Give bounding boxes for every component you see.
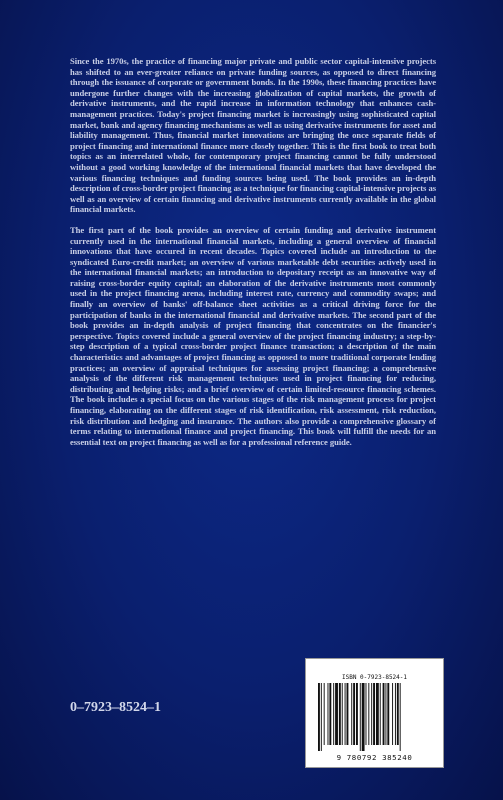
blurb-paragraph-2: The first part of the book provides an overview of certain funding and derivative instrument currently used in the international financial markets, including a general overview of financial innovations that have occured in recent decades. Topics covered include an introduction to the syndicated Euro-credit market; an overview of various marketable debt securities actively used in the international financial markets; an introduction to depositary receipt as an innovative way of raising cross-border equity capital; an elaboration of the derivative instruments most commonly used in the project financing arena, including interest rate, currency and commodity swaps; and finally an overview of banks' off-balance sheet activities as a critical driving force for the participation of banks in the international financial and derivative markets. The second part of the book provides an in-depth analysis of project financing that concentrates on the financier's perspective. Topics covered include a general overview of the project financing industry; a step-by-step description of a typical cross-border project finance transaction; a description of the main characteristics and advantages of project financing as opposed to more traditional corporate lending practices; an overview of appraisal techniques for assessing project financing; a comprehensive analysis of the different risk management techniques used in project financing for reducing, distributing and hedging risks; and a brief overview of certain limited-resource financing schemes. The book includes a special focus on the various stages of the risk management process for project financing, elaborating on the different stages of risk identification, risk assessment, risk reduction, risk distribution and hedging and insurance. The authors also provide a comprehensive glossary of terms relating to international finance and project financing. This book will fulfill the needs for an essential text on project financing as well as for a professional reference guide. — [70, 224, 436, 447]
barcode-bar — [368, 683, 369, 745]
barcode-bar — [385, 683, 386, 745]
barcode-isbn-text: ISBN 0-7923-8524-1 — [341, 674, 408, 681]
barcode-number: 9 780792 385240 — [336, 753, 413, 762]
barcode-bar — [335, 683, 338, 745]
barcode-bar — [353, 683, 355, 745]
barcode-bar — [376, 683, 379, 745]
barcode-bar — [351, 683, 352, 745]
barcode-bar — [328, 683, 329, 745]
barcode-bar — [371, 683, 372, 745]
barcode-bar — [318, 683, 320, 751]
barcode-bar — [400, 683, 401, 751]
barcode-bar — [329, 683, 331, 745]
barcode-bar — [362, 683, 365, 751]
back-cover-blurb — [70, 56, 436, 457]
barcode-bars — [316, 683, 433, 751]
barcode-bar — [345, 683, 346, 745]
barcode-bar — [387, 683, 389, 745]
barcode-bar — [342, 683, 343, 745]
barcode-bar — [383, 683, 385, 745]
barcode-bar — [392, 683, 393, 745]
barcode-bar — [395, 683, 396, 745]
barcode-bar — [356, 683, 358, 745]
barcode-bar — [366, 683, 367, 745]
barcode-bar — [360, 683, 361, 751]
barcode-bar — [324, 683, 325, 745]
barcode-bar — [339, 683, 341, 745]
barcode-bar — [397, 683, 399, 745]
barcode-bar — [321, 683, 322, 751]
barcode-label — [305, 658, 444, 768]
barcode-bar — [333, 683, 334, 745]
barcode-bar — [373, 683, 375, 745]
isbn-number: 0–7923–8524–1 — [70, 700, 161, 715]
barcode-bar — [380, 683, 381, 745]
barcode-bar — [347, 683, 349, 745]
blurb-paragraph-1: Since the 1970s, the practice of financing major private and public sector capital-intensive projects has shifted to an ever-greater reliance on private funding sources, as opposed to direct financing through the issuance of corporate or government bonds. In the 1990s, these financing practices have undergone further changes with the increasing globalization of capital markets, the growth of derivative instruments, and the rapid increase in information technology that enhances cash-management practices. Today's project financing market is increasingly using sophisticated capital market, bank and agency financing mechanisms as well as using derivative instruments for asset and liability management. Thus, financial market innovations are bringing the once separate fields of project financing and international finance more closely together. This is the first book to treat both topics as an interrelated whole, for contemporary project financing cannot be fully understood without a good working knowledge of the international financial markets that have developed the various financing techniques and funding sources being used. The book provides an in-depth description of cross-border project financing as a technique for financing capital-intensive projects as well as an overview of certain financing and derivative instruments currently available in the global financial markets. — [70, 56, 436, 215]
